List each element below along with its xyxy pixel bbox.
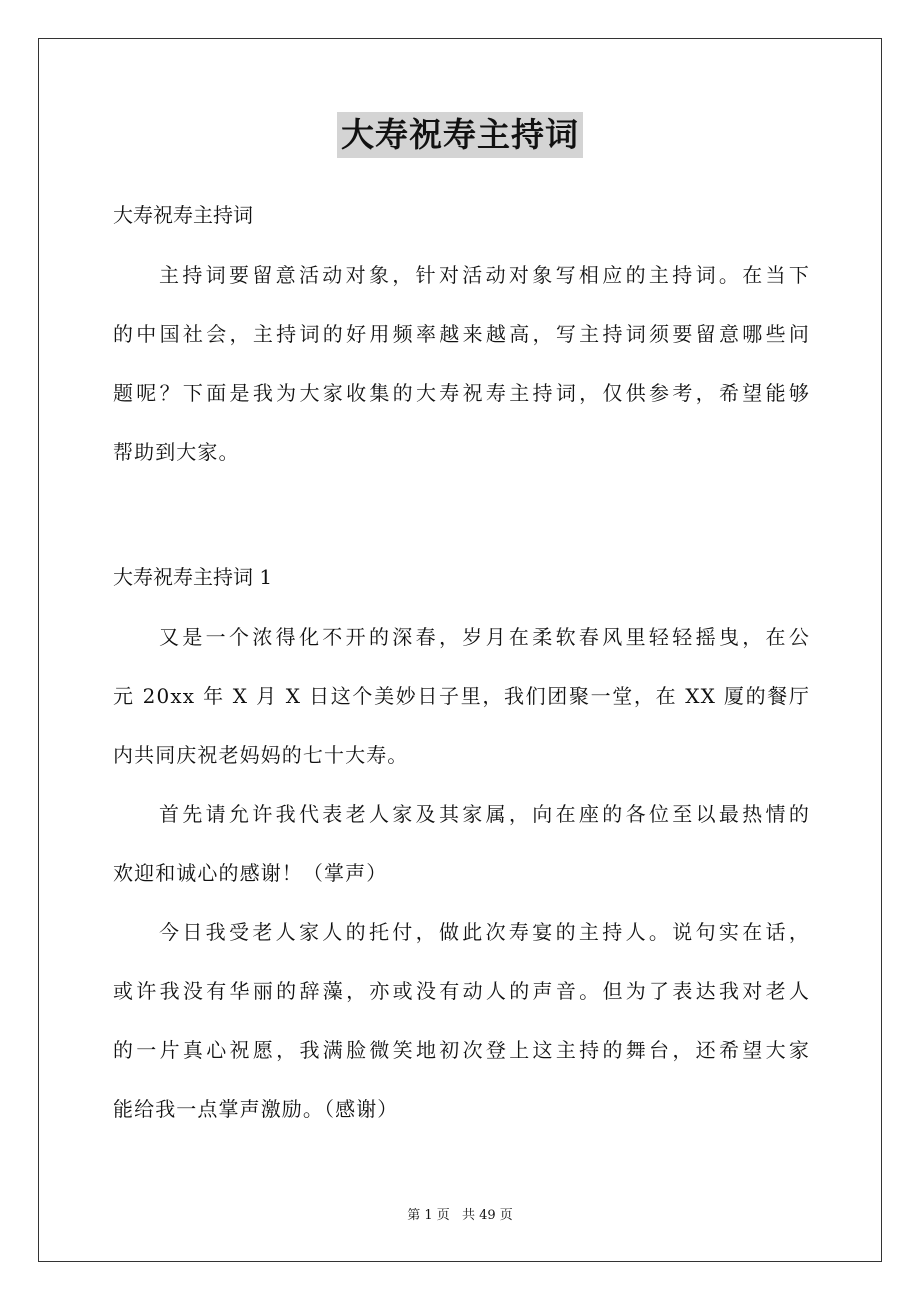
- document-title: 大寿祝寿主持词: [337, 112, 583, 158]
- paragraph-line: 欢迎和诚心的感谢！（掌声）: [113, 861, 388, 885]
- paragraph-line: 首先请允许我代表老人家及其家属，向在座的各位至以最热情的: [159, 802, 810, 826]
- paragraph-line: 今日我受老人家人的托付，做此次寿宴的主持人。说句实在话，: [159, 920, 810, 944]
- paragraph-line: 或许我没有华丽的辞藻，亦或没有动人的声音。但为了表达我对老人: [113, 979, 810, 1003]
- paragraph-line: 的一片真心祝愿，我满脸微笑地初次登上这主持的舞台，还希望大家: [113, 1038, 810, 1062]
- paragraph-line: 又是一个浓得化不开的深春，岁月在柔软春风里轻轻摇曳，在公: [159, 625, 810, 649]
- paragraph-line: 能给我一点掌声激励。（感谢）: [113, 1097, 399, 1121]
- section-heading: 大寿祝寿主持词 1: [113, 565, 273, 589]
- paragraph-line: 帮助到大家。: [113, 440, 240, 464]
- page-total: 共 49 页: [461, 1208, 513, 1223]
- paragraph-1: [113, 608, 810, 785]
- page-footer: [0, 1207, 920, 1225]
- intro-paragraph: [113, 246, 810, 482]
- page-number: 第 1 页: [407, 1208, 450, 1223]
- paragraph-line: 元 20xx 年 X 月 X 日这个美妙日子里，我们团聚一堂，在 XX 厦的餐厅: [113, 684, 810, 708]
- paragraph-3: [113, 903, 810, 1139]
- paragraph-line: 的中国社会，主持词的好用频率越来越高，写主持词须要留意哪些问: [113, 322, 810, 346]
- paragraph-line: 题呢？下面是我为大家收集的大寿祝寿主持词，仅供参考，希望能够: [113, 381, 810, 405]
- paragraph-2: [113, 785, 810, 903]
- section-heading: 大寿祝寿主持词: [113, 203, 253, 227]
- title-container: [0, 112, 920, 158]
- paragraph-line: 内共同庆祝老妈妈的七十大寿。: [113, 743, 409, 767]
- paragraph-line: 主持词要留意活动对象，针对活动对象写相应的主持词。在当下: [159, 263, 810, 287]
